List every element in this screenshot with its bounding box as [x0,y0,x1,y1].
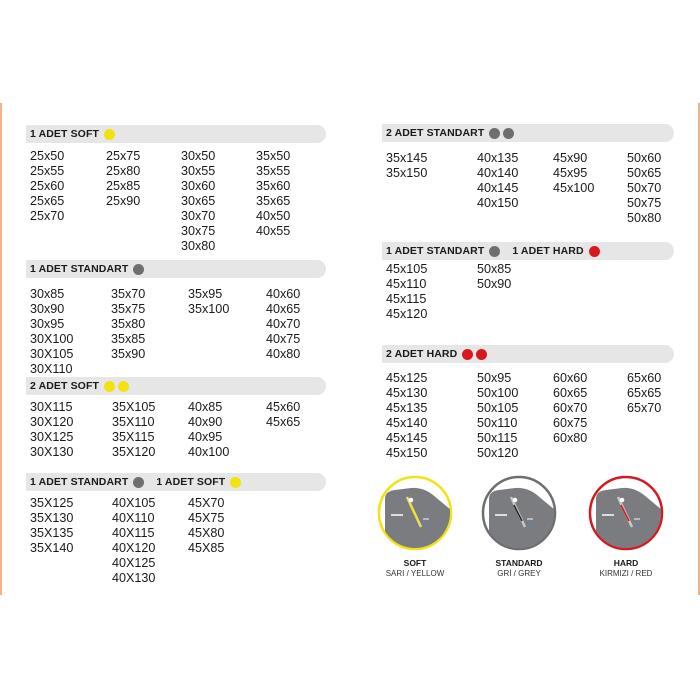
size-item: 40x140 [477,166,519,180]
size-item: 35x100 [188,302,230,316]
size-item: 25x55 [30,164,65,178]
size-column [266,400,300,430]
size-column [477,371,518,461]
size-item: 40x50 [256,209,291,223]
size-column [188,496,224,556]
size-column [627,371,661,416]
size-item: 45x65 [266,415,301,429]
size-item: 65x70 [627,401,662,415]
size-item: 35x95 [188,287,223,301]
standard-dot-icon [503,128,514,139]
size-item: 50x80 [627,211,662,225]
size-item: 60x80 [553,431,588,445]
size-item: 45X85 [188,541,225,555]
size-item: 35x60 [256,179,291,193]
size-item: 45x150 [386,446,428,460]
size-item: 30x90 [30,302,65,316]
size-item: 45x110 [386,277,427,291]
size-column [477,262,511,292]
section-header-standart-hard [382,242,674,260]
size-column [553,371,587,446]
section-header-2-soft [26,377,326,395]
blade-name: SOFT [403,558,427,568]
section-label: 1 ADET STANDART [30,476,129,488]
size-column [386,262,427,322]
size-item: 45X70 [188,496,225,510]
size-item: 60x70 [553,401,588,415]
size-item: 35x90 [111,347,146,361]
size-item: 45x60 [266,400,301,414]
size-item: 40x70 [266,317,301,331]
standard-blade-caption [464,558,574,579]
section-label: 1 ADET STANDART [30,263,129,275]
size-item: 30x50 [181,149,216,163]
size-item: 35X105 [112,400,156,414]
size-item: 40X130 [112,571,156,585]
size-column [188,400,229,460]
section-label: 1 ADET SOFT [30,128,99,140]
size-item: 40X105 [112,496,156,510]
soft-dot-icon [104,129,115,140]
size-item: 50x120 [477,446,519,460]
section-header-2-hard [382,345,674,363]
size-column [30,496,73,556]
size-item: 30X100 [30,332,74,346]
size-column [106,149,140,209]
hard-dot-icon [462,349,473,360]
size-item: 25x50 [30,149,65,163]
size-item: 45x120 [386,307,428,321]
size-item: 35X135 [30,526,74,540]
size-column [30,400,73,460]
size-item: 35x85 [111,332,146,346]
size-column [111,287,145,362]
size-item: 30x70 [181,209,216,223]
size-item: 35x145 [386,151,428,165]
size-item: 30x80 [181,239,216,253]
size-column [256,149,290,239]
size-item: 40x85 [188,400,223,414]
size-item: 25x70 [30,209,65,223]
size-item: 50x115 [477,431,518,445]
size-item: 30X130 [30,445,74,459]
size-item: 40x100 [188,445,230,459]
soft-dot-icon [230,477,241,488]
size-item: 40x80 [266,347,301,361]
size-item: 30x60 [181,179,216,193]
size-item: 35X125 [30,496,74,510]
size-item: 25x65 [30,194,65,208]
standard-dot-icon [489,128,500,139]
size-item: 40x55 [256,224,291,238]
page-edge-left [0,103,2,595]
size-item: 35X120 [112,445,156,459]
blade-name: STANDARD [495,558,543,568]
size-item: 40x145 [477,181,519,195]
section-label: 2 ADET SOFT [30,380,99,392]
size-item: 50x110 [477,416,518,430]
section-header-1-soft [26,125,326,143]
soft-dot-icon [104,381,115,392]
size-item: 50x60 [627,151,662,165]
size-item: 25x80 [106,164,141,178]
size-item: 50x75 [627,196,662,210]
size-item: 50x105 [477,401,519,415]
section-label: 2 ADET HARD [386,348,458,360]
size-item: 45x135 [386,401,428,415]
size-column [477,151,518,211]
size-item: 30X105 [30,347,74,361]
size-item: 30X110 [30,362,73,376]
size-item: 45x140 [386,416,428,430]
size-item: 65x65 [627,386,662,400]
size-column [553,151,594,196]
size-item: 35X115 [112,430,155,444]
size-item: 40x95 [188,430,223,444]
blade-color: KIRMIZI / RED [599,569,653,578]
size-item: 40X115 [112,526,155,540]
size-item: 60x60 [553,371,588,385]
section-header-standart-soft [26,473,326,491]
size-column [386,151,427,181]
size-item: 25x85 [106,179,141,193]
size-item: 40x150 [477,196,519,210]
size-item: 50x85 [477,262,512,276]
hard-dot-icon [476,349,487,360]
size-item: 30X120 [30,415,74,429]
size-item: 45x130 [386,386,428,400]
size-item: 30X125 [30,430,74,444]
size-item: 50x100 [477,386,519,400]
size-item: 35x150 [386,166,428,180]
size-item: 40x90 [188,415,223,429]
size-item: 25x60 [30,179,65,193]
size-column [112,400,155,460]
size-item: 35x75 [111,302,146,316]
standard-dot-icon [489,246,500,257]
size-column [112,496,155,586]
size-item: 60x65 [553,386,588,400]
size-item: 30x85 [30,287,65,301]
standard-dot-icon [133,264,144,275]
size-item: 50x90 [477,277,512,291]
size-item: 40X120 [112,541,156,555]
standard-dot-icon [133,477,144,488]
size-item: 50x95 [477,371,512,385]
size-item: 30X115 [30,400,73,414]
size-item: 30x65 [181,194,216,208]
size-item: 45X75 [188,511,225,525]
size-item: 35x50 [256,149,291,163]
size-item: 25x75 [106,149,141,163]
size-item: 40x65 [266,302,301,316]
size-item: 35x55 [256,164,291,178]
size-item: 30x55 [181,164,216,178]
size-column [30,149,64,224]
size-item: 50x70 [627,181,662,195]
soft-dot-icon [118,381,129,392]
size-item: 35x80 [111,317,146,331]
size-item: 45x105 [386,262,428,276]
size-column [30,287,73,377]
size-item: 40x135 [477,151,519,165]
size-column [181,149,215,254]
size-item: 45x115 [386,292,427,306]
size-item: 45x95 [553,166,588,180]
size-item: 35x70 [111,287,146,301]
size-item: 30x75 [181,224,216,238]
size-item: 35X140 [30,541,74,555]
hard-dot-icon [589,246,600,257]
blade-name: HARD [613,558,639,568]
size-item: 45X80 [188,526,225,540]
size-item: 50x65 [627,166,662,180]
size-column [266,287,300,362]
size-item: 35x65 [256,194,291,208]
section-label: 1 ADET SOFT [156,476,226,488]
size-item: 45x145 [386,431,428,445]
size-item: 45x100 [553,181,595,195]
size-item: 65x60 [627,371,662,385]
size-item: 25x90 [106,194,141,208]
hard-blade-icon [588,475,664,551]
size-column [188,287,229,317]
section-label: 2 ADET STANDART [386,127,485,139]
size-column [386,371,427,461]
size-item: 40X125 [112,556,156,570]
size-item: 35X130 [30,511,74,525]
hard-blade-caption [571,558,681,579]
section-header-2-standart [382,124,674,142]
size-item: 60x75 [553,416,588,430]
size-item: 45x125 [386,371,428,385]
section-header-1-standart [26,260,326,278]
size-item: 40X110 [112,511,155,525]
section-label: 1 ADET STANDART [386,245,485,257]
soft-blade-icon [377,475,453,551]
section-label: 1 ADET HARD [512,245,584,257]
size-item: 35X110 [112,415,155,429]
standard-blade-icon [481,475,557,551]
size-column [627,151,661,226]
blade-color: SARI / YELLOW [385,569,445,578]
size-item: 40x75 [266,332,301,346]
size-item: 40x60 [266,287,301,301]
size-item: 30x95 [30,317,65,331]
blade-color: GRİ / GREY [497,569,541,578]
soft-blade-caption [360,558,470,579]
size-item: 45x90 [553,151,588,165]
